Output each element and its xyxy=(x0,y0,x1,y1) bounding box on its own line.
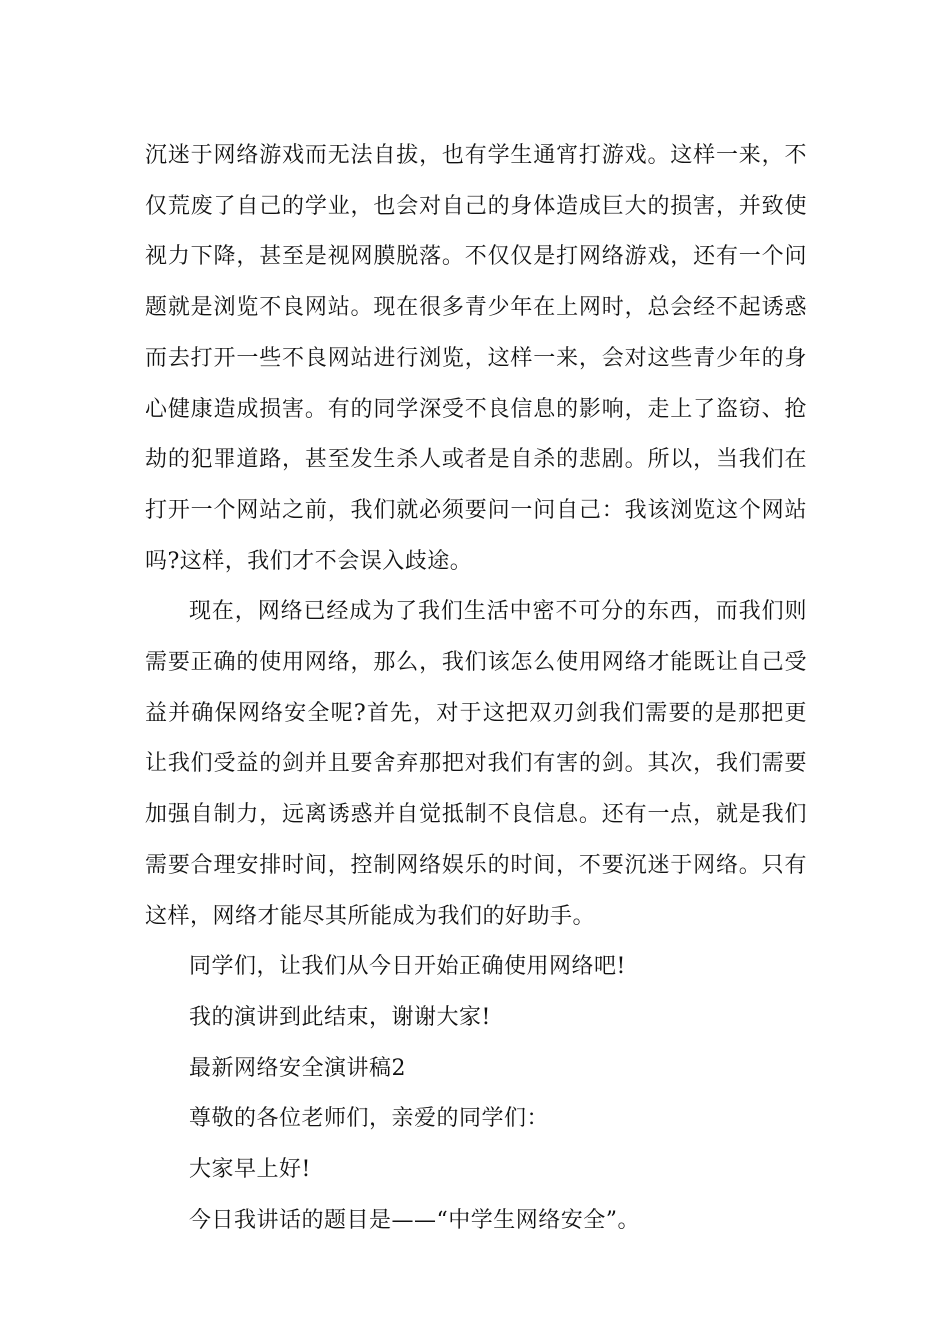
speech-topic: 今日我讲话的题目是——“中学生网络安全”。 xyxy=(189,1207,640,1233)
paragraph-2: 现在，网络已经成为了我们生活中密不可分的东西，而我们则需要正确的使用网络，那么，我们该怎么使用网络才能既让自己受益并确保网络安全呢?首先，对于这把双刃剑我们需要的是那把更让我们受益的剑并且要舍弃那把对我们有害的剑。其次，我们需要加强自制力，远离诱惑并自觉抵制不良信息。还有一点，就是我们需要合理安排时间，控制网络娱乐的时间，不要沉迷于网络。只有这样，网络才能尽其所能成为我们的好助手。 xyxy=(145,599,807,929)
paragraph-3: 同学们，让我们从今日开始正确使用网络吧! xyxy=(189,954,626,980)
document-body xyxy=(145,131,807,1246)
paragraph-1: 沉迷于网络游戏而无法自拔，也有学生通宵打游戏。这样一来，不仅荒废了自己的学业，也会对自己的身体造成巨大的损害，并致使视力下降，甚至是视网膜脱落。不仅仅是打网络游戏，还有一个问题就是浏览不良网站。现在很多青少年在上网时，总会经不起诱惑而去打开一些不良网站进行浏览，这样一来，会对这些青少年的身心健康造成损害。有的同学深受不良信息的影响，走上了盗窃、抢劫的犯罪道路，甚至发生杀人或者是自杀的悲剧。所以，当我们在打开一个网站之前，我们就必须要问一问自己：我该浏览这个网站吗?这样，我们才不会误入歧途。 xyxy=(145,143,807,574)
greeting: 大家早上好! xyxy=(189,1157,311,1183)
salutation: 尊敬的各位老师们，亲爱的同学们： xyxy=(189,1106,550,1132)
paragraph-4: 我的演讲到此结束，谢谢大家! xyxy=(189,1004,491,1030)
section-heading: 最新网络安全演讲稿2 xyxy=(189,1055,406,1081)
